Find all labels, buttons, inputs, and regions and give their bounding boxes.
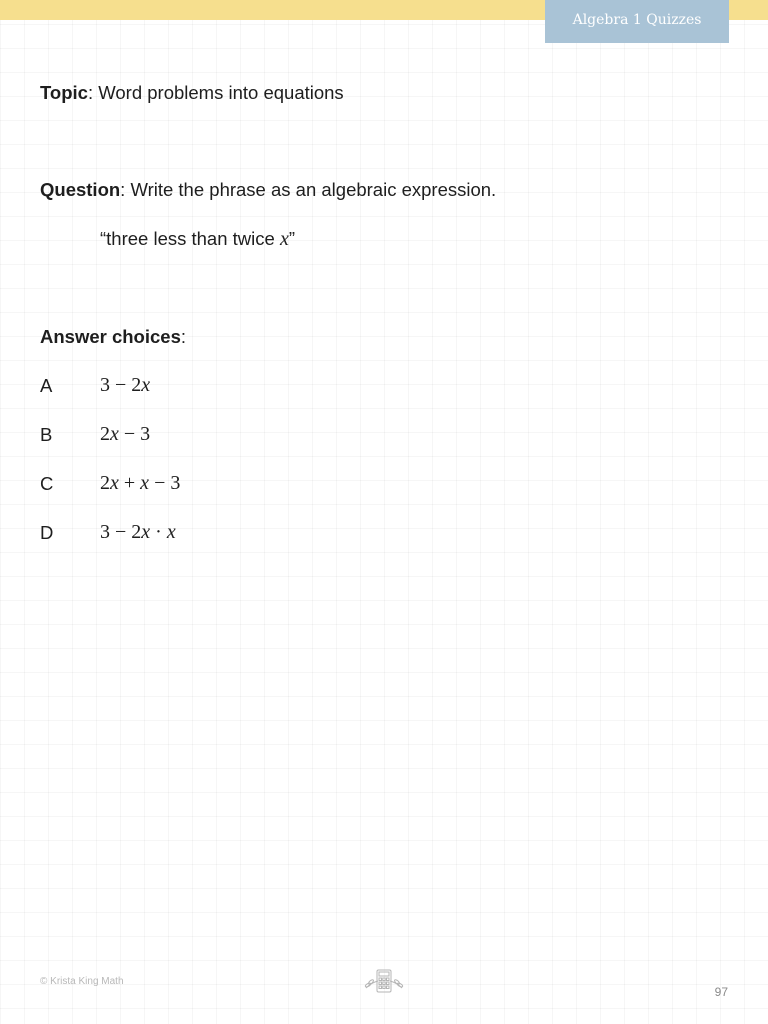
answer-choices-colon: : [180,326,187,347]
choice-letter: C [40,473,54,494]
choice-expression: 2x + x − 3 [100,472,181,494]
answer-choice-d[interactable] [40,522,640,548]
phrase-open: “three less than twice [100,228,280,249]
choice-expression: 2x − 3 [100,423,151,445]
question-line [40,179,496,201]
phrase-variable: x [279,228,289,250]
footer-copyright: © Krista King Math [40,976,124,987]
header-tab: Algebra 1 Quizzes [545,0,729,43]
question-phrase [100,228,295,251]
question-label: Question [40,179,121,200]
choice-letter: D [40,522,54,543]
answer-choice-c[interactable] [40,473,640,499]
question-text: : Write the phrase as an algebraic expression. [120,179,497,200]
topic-label: Topic [40,82,88,103]
topic-line [40,82,344,104]
phrase-close: ” [288,228,296,249]
answer-choice-b[interactable] [40,424,640,450]
answer-choice-a[interactable] [40,375,640,401]
calculator-wreath-icon [360,966,408,998]
topic-text: : Word problems into equations [87,82,344,103]
answer-choices-heading [40,326,186,348]
answer-choices-label: Answer choices [40,326,181,347]
choice-expression: 3 − 2x · x [100,521,176,543]
page-number: 97 [714,985,728,999]
choice-letter: A [40,375,53,396]
choice-letter: B [40,424,53,445]
choice-expression: 3 − 2x [100,374,151,396]
